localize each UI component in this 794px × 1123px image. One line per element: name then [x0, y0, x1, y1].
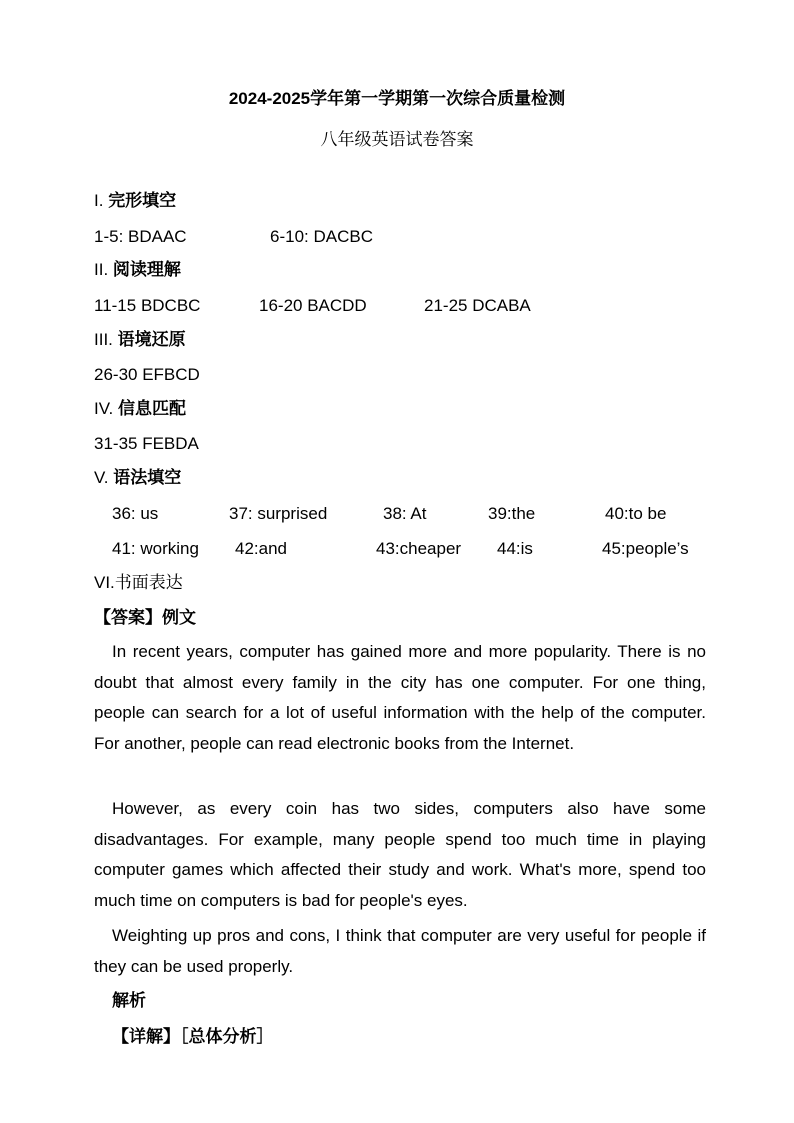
grammar-answer-45: 45:people’s: [602, 539, 689, 558]
analysis-label: 解析: [112, 991, 146, 1010]
section-2-answer-1: 11-15 BDCBC: [94, 296, 201, 315]
section-1-heading: [94, 190, 176, 212]
section-3-name: 语境还原: [117, 330, 186, 349]
section-2-number: II.: [94, 260, 109, 279]
section-5-heading: [94, 467, 181, 489]
grammar-answer-38: 38: At: [383, 504, 427, 523]
grammar-answer-36: 36: us: [112, 504, 159, 523]
grammar-answer-42: 42:and: [235, 539, 287, 558]
section-4-answer-1: 31-35 FEBDA: [94, 434, 199, 453]
section-5-number: V.: [94, 468, 109, 487]
section-3-number: III.: [94, 330, 113, 349]
section-4-heading: [94, 398, 186, 420]
section-6-heading: VI.书面表达: [94, 573, 183, 592]
section-1-answer-2: 6-10: DACBC: [270, 227, 373, 246]
section-1-name: 完形填空: [108, 191, 177, 210]
analysis-detail-heading: 【详解】［总体分析］: [112, 1027, 274, 1046]
grammar-answer-43: 43:cheaper: [376, 539, 462, 558]
section-1-answer-1: 1-5: BDAAC: [94, 227, 187, 246]
section-4-number: IV.: [94, 399, 114, 418]
section-3-answer-1: 26-30 EFBCD: [94, 365, 200, 384]
essay-paragraph-1: In recent years, computer has gained more and more popularity. There is no doubt that almost every family in the city has one computer. For one thing, people can search for a lot of useful information with the help of the computer. For another, people can read electronic books from the Internet.: [94, 642, 706, 753]
grammar-answer-39: 39:the: [488, 504, 536, 523]
answer-label: 【答案】例文: [94, 608, 196, 627]
section-3-heading: [94, 329, 186, 351]
grammar-answer-37: 37: surprised: [229, 504, 328, 523]
grammar-answer-41: 41: working: [112, 539, 199, 558]
section-4-name: 信息匹配: [117, 399, 186, 418]
section-2-answer-3: 21-25 DCABA: [424, 296, 531, 315]
document-subtitle: 八年级英语试卷答案: [320, 130, 474, 149]
section-2-name: 阅读理解: [112, 260, 181, 279]
section-2-heading: [94, 259, 181, 281]
essay-paragraph-3: Weighting up pros and cons, I think that computer are very useful for people if they can be used properly.: [94, 926, 706, 976]
essay-paragraph-2: However, as every coin has two sides, computers also have some disadvantages. For example, many people spend too much time in playing computer games which affected their study and work. What's more, spend too much time on computers is bad for people's eyes.: [94, 799, 706, 910]
section-1-number: I.: [94, 191, 104, 210]
grammar-answer-44: 44:is: [497, 539, 533, 558]
section-2-answer-2: 16-20 BACDD: [259, 296, 367, 315]
section-5-name: 语法填空: [113, 468, 182, 487]
grammar-answer-40: 40:to be: [605, 504, 667, 523]
document-title: 2024-2025学年第一学期第一次综合质量检测: [228, 89, 566, 108]
